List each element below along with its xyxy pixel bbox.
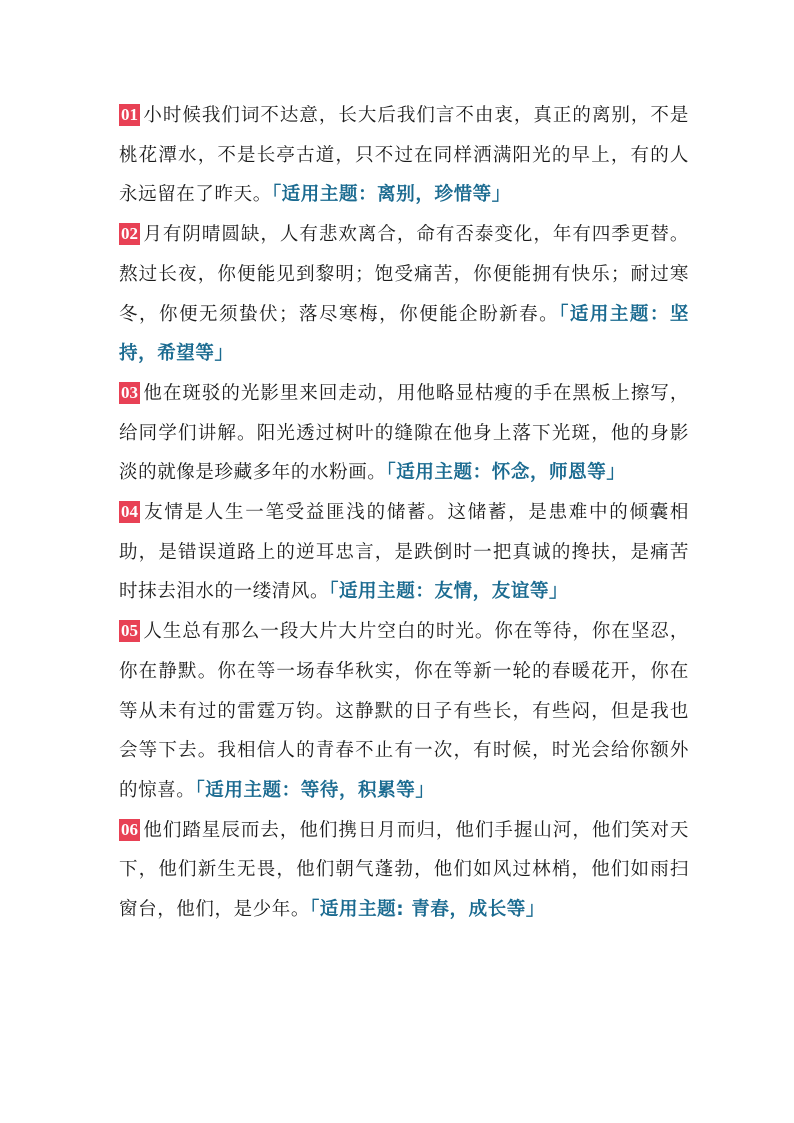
entry-text: 人生总有那么一段大片大片空白的时光。你在等待，你在坚忍，你在静默。你在等一场春华秋实，你在等新一轮的春暖花开，你在等从未有过的雷霆万钧。这静默的日子有些长，有些闷，但是我也会等下去。我相信人的青春不止有一次，有时候，时光会给你额外的惊喜。: [119, 621, 689, 801]
entry-06: [119, 811, 689, 930]
entry-number-badge: 03: [121, 382, 138, 402]
theme-tag: 「适用主题：怀念，师恩等」: [386, 462, 626, 484]
document-page: [119, 96, 689, 930]
entry-text: 友情是人生一笔受益匪浅的储蓄。这储蓄，是患难中的倾囊相助，是错误道路上的逆耳忠言，是跌倒时一把真诚的搀扶，是痛苦时抹去泪水的一缕清风。: [119, 502, 689, 603]
entry-number-badge: 05: [121, 621, 138, 641]
theme-tag: 「适用主题：离别，珍惜等」: [271, 184, 511, 206]
theme-tag: 「适用主题: 青春，成长等」: [310, 899, 546, 921]
entry-number-badge: 01: [121, 105, 138, 124]
theme-tag: 「适用主题：友情，友谊等」: [329, 581, 569, 603]
entry-01: [119, 96, 689, 215]
theme-tag: 「适用主题：等待，积累等」: [195, 779, 435, 801]
theme-tag: 「适用主题：坚持，希望等」: [119, 303, 690, 365]
entry-text: 月有阴晴圆缺，人有悲欢离合，命有否泰变化，年有四季更替。熬过长夜，你便能见到黎明；饱受痛苦，你便能拥有快乐；耐过寒冬，你便无须蛰伏；落尽寒梅，你便能企盼新春。: [119, 224, 689, 325]
entry-number-badge: 02: [121, 224, 138, 244]
entry-text: 小时候我们词不达意，长大后我们言不由衷，真正的离别，不是桃花潭水，不是长亭古道，只不过在同样洒满阳光的早上，有的人永远留在了昨天。: [119, 105, 689, 206]
entry-text: 他们踏星辰而去，他们携日月而归，他们手握山河，他们笑对天下，他们新生无畏，他们朝气蓬勃，他们如风过林梢，他们如雨扫窗台，他们，是少年。: [119, 819, 689, 921]
entry-02: [119, 215, 689, 374]
entry-number-badge: 06: [121, 819, 138, 839]
entry-number-badge: 04: [121, 502, 138, 522]
entry-04: [119, 493, 689, 612]
entry-05: [119, 612, 689, 811]
entry-03: [119, 374, 689, 493]
entry-text: 他在斑驳的光影里来回走动，用他略显枯瘦的手在黑板上擦写，给同学们讲解。阳光透过树叶的缝隙在他身上落下光斑，他的身影淡的就像是珍藏多年的水粉画。: [119, 382, 689, 484]
